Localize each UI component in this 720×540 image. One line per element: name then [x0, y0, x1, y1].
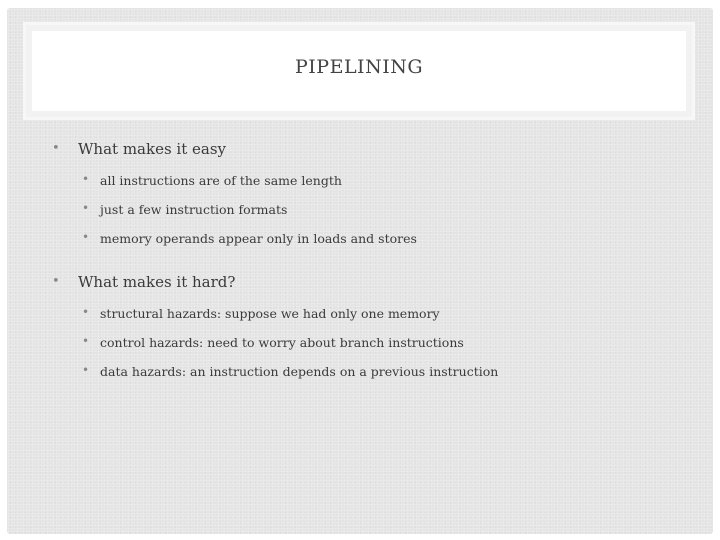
bullet-dot-icon: • — [82, 201, 90, 215]
bullet-level2 — [52, 299, 692, 328]
list-item: control hazards: need to worry about branch instructions — [100, 335, 464, 350]
section-heading: What makes it hard? — [78, 273, 236, 291]
bullet-dot-icon: • — [82, 363, 90, 377]
bullet-level2 — [52, 166, 692, 195]
bullet-level2 — [52, 195, 692, 224]
title-box — [23, 22, 695, 120]
bullet-dot-icon: • — [52, 274, 60, 289]
bullet-dot-icon: • — [82, 230, 90, 244]
section-hard — [52, 271, 692, 386]
list-item: memory operands appear only in loads and stores — [100, 231, 417, 246]
bullet-dot-icon: • — [52, 141, 60, 156]
bullet-level1 — [52, 138, 692, 160]
list-item: data hazards: an instruction depends on a previous instruction — [100, 364, 499, 379]
bullet-level2 — [52, 357, 692, 386]
slide-title: PIPELINING — [295, 56, 423, 78]
list-item: structural hazards: suppose we had only one memory — [100, 306, 440, 321]
bullet-level2 — [52, 328, 692, 357]
bullet-dot-icon: • — [82, 305, 90, 319]
section-heading: What makes it easy — [78, 140, 227, 158]
slide-content — [52, 138, 692, 404]
section-easy — [52, 138, 692, 253]
list-item: all instructions are of the same length — [100, 173, 342, 188]
bullet-dot-icon: • — [82, 172, 90, 186]
bullet-dot-icon: • — [82, 334, 90, 348]
slide — [7, 8, 713, 534]
bullet-level1 — [52, 271, 692, 293]
list-item: just a few instruction formats — [100, 202, 288, 217]
bullet-level2 — [52, 224, 692, 253]
